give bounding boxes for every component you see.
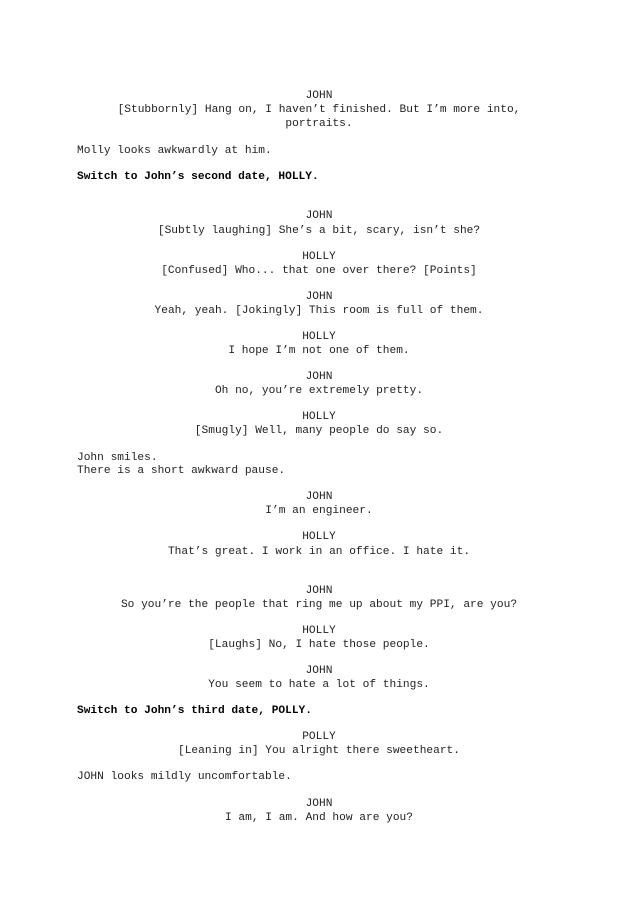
character-name: JOHN — [305, 665, 333, 677]
dialogue-line: [Leaning in] You alright there sweetheart. — [178, 745, 460, 757]
character-name: JOHN — [305, 371, 333, 383]
action-line: Molly looks awkwardly at him. — [77, 145, 272, 157]
character-name: JOHN — [305, 491, 333, 503]
character-name: JOHN — [305, 798, 333, 810]
dialogue-line: You seem to hate a lot of things. — [208, 679, 430, 691]
character-name: HOLLY — [302, 625, 336, 637]
action-line: JOHN looks mildly uncomfortable. — [77, 771, 292, 783]
character-name: JOHN — [305, 90, 333, 102]
dialogue-line: I’m an engineer. — [265, 505, 373, 517]
scene-transition: Switch to John’s third date, POLLY. — [77, 705, 312, 717]
dialogue-line: I am, I am. And how are you? — [225, 812, 413, 824]
dialogue-line: So you’re the people that ring me up about my PPI, are you? — [120, 599, 518, 611]
character-name: POLLY — [302, 731, 336, 743]
dialogue-line: Yeah, yeah. [Jokingly] This room is full of them. — [154, 305, 484, 317]
dialogue-line: I hope I’m not one of them. — [228, 345, 410, 357]
action-line: There is a short awkward pause. — [77, 465, 286, 477]
character-name: HOLLY — [302, 331, 336, 343]
character-name: JOHN — [305, 210, 333, 222]
character-name: HOLLY — [302, 411, 336, 423]
scene-transition: Switch to John’s second date, HOLLY. — [77, 171, 319, 183]
character-name: JOHN — [305, 291, 333, 303]
dialogue-line: That’s great. I work in an office. I hate it. — [167, 546, 471, 558]
action-line: John smiles. — [77, 452, 158, 464]
dialogue-line: Oh no, you’re extremely pretty. — [214, 385, 424, 397]
dialogue-line: [Smugly] Well, many people do say so. — [194, 425, 444, 437]
character-name: JOHN — [305, 585, 333, 597]
character-name: HOLLY — [302, 531, 336, 543]
dialogue-line: [Stubbornly] Hang on, I haven’t finished. But I’m more into, — [117, 104, 521, 116]
dialogue-line: portraits. — [285, 118, 353, 130]
dialogue-line: [Subtly laughing] She’s a bit, scary, isn’t she? — [157, 225, 481, 237]
dialogue-line: [Confused] Who... that one over there? [Points] — [161, 265, 477, 277]
dialogue-line: [Laughs] No, I hate those people. — [208, 639, 430, 651]
character-name: HOLLY — [302, 251, 336, 263]
